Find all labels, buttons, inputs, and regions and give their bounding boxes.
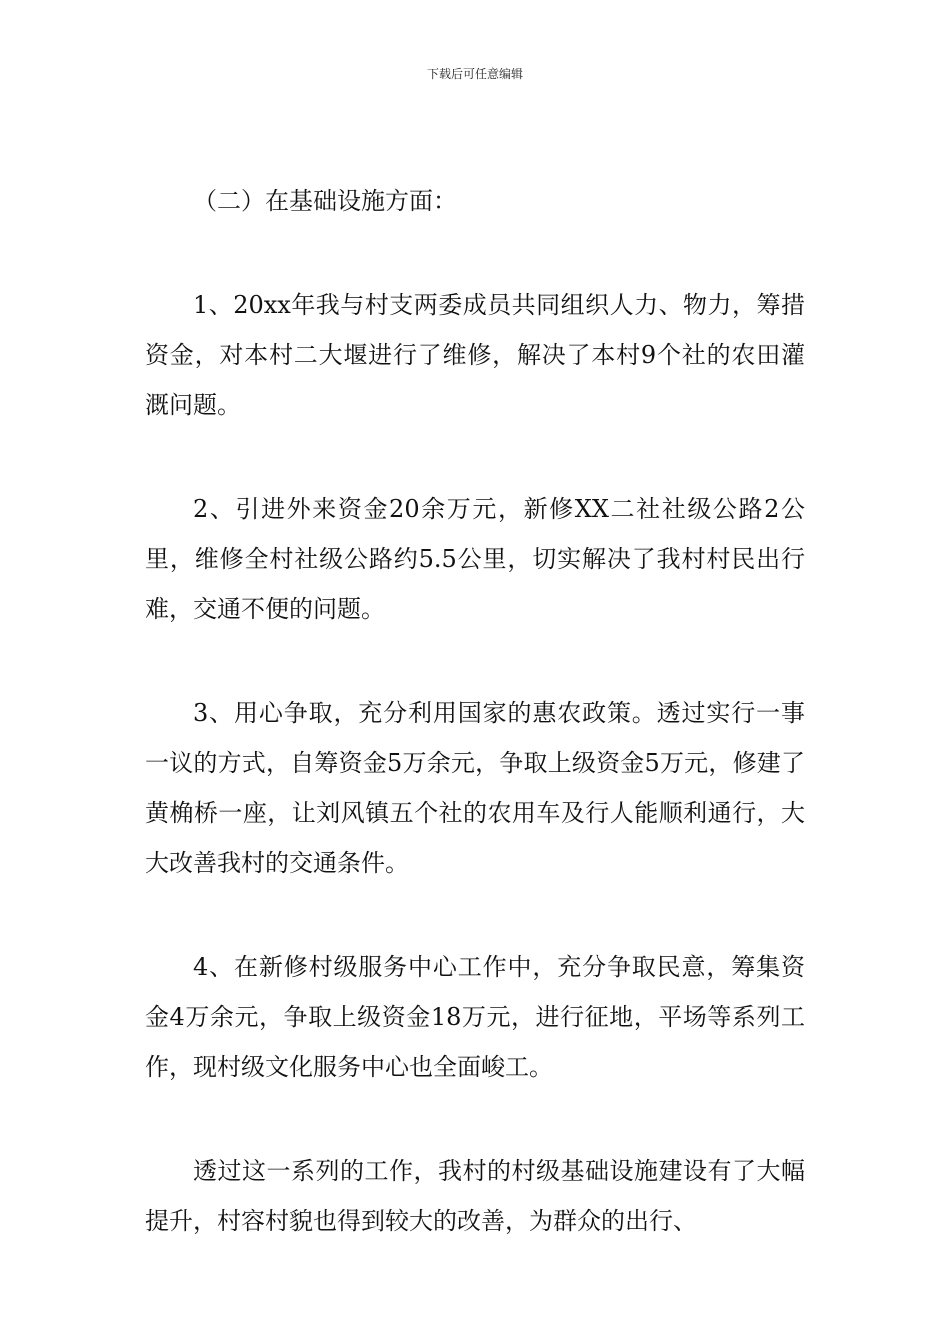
page-header-note: 下载后可任意编辑 <box>426 67 523 81</box>
paragraph-item-2: 2、引进外来资金20余万元，新修XX二社社级公路2公里，维修全村社级公路约5.5公里，切实解决了我村村民出行难，交通不便的问题。 <box>145 495 805 623</box>
paragraph-item-3: 3、用心争取，充分利用国家的惠农政策。透过实行一事一议的方式，自筹资金5万余元，争取上级资金5万元，修建了黄桷桥一座，让刘风镇五个社的农用车及行人能顺利通行，大大改善我村的交通条件。 <box>145 699 805 877</box>
paragraph-item-4: 4、在新修村级服务中心工作中，充分争取民意，筹集资金4万余元，争取上级资金18万元，进行征地，平场等系列工作，现村级文化服务中心也全面峻工。 <box>145 953 805 1081</box>
document-body <box>145 176 805 1300</box>
paragraph-item-1: 1、20xx年我与村支两委成员共同组织人力、物力，筹措资金，对本村二大堰进行了维修，解决了本村9个社的农田灌溉问题。 <box>145 291 805 419</box>
paragraph-summary: 透过这一系列的工作，我村的村级基础设施建设有了大幅提升，村容村貌也得到较大的改善，为群众的出行、 <box>145 1157 805 1235</box>
section-heading: （二）在基础设施方面： <box>193 187 457 215</box>
